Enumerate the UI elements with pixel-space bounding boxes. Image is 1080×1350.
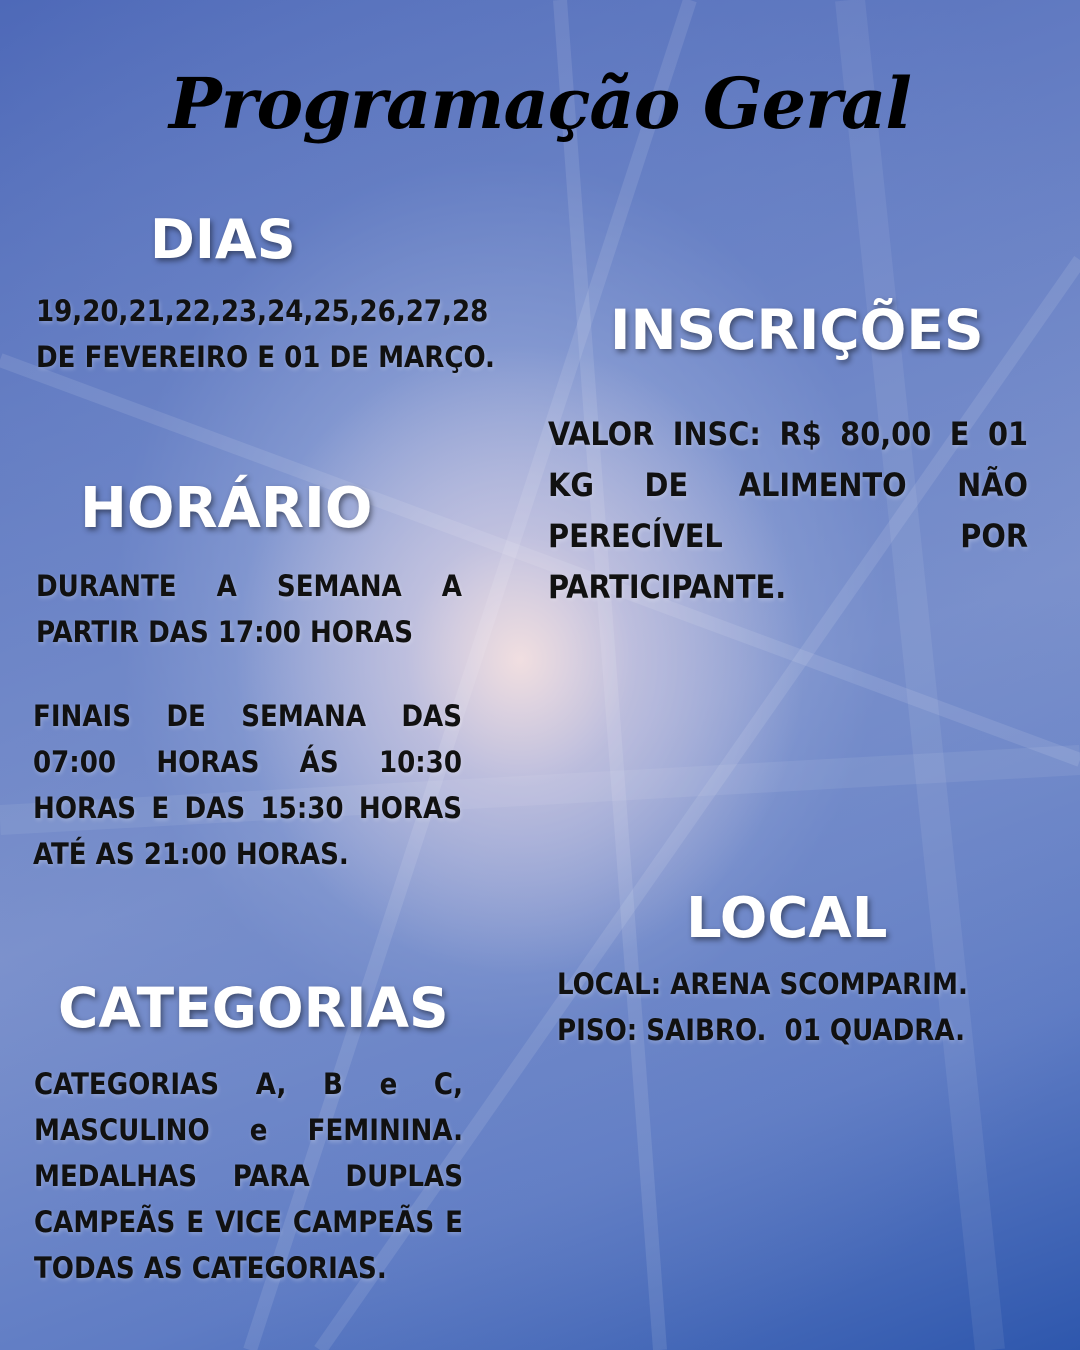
page-title: Programação Geral	[169, 62, 911, 145]
inscricoes-text: VALOR INSC: R$ 80,00 E 01 KG DE ALIMENTO NÃO PERECÍVEL POR PARTICIPANTE.	[548, 415, 1028, 606]
inscricoes-heading: INSCRIÇÕES	[610, 298, 984, 362]
local-line-2: PISO: SAIBRO. 01 QUADRA.	[557, 1013, 965, 1047]
horario-text-weekdays: DURANTE A SEMANA A PARTIR DAS 17:00 HORAS	[36, 569, 462, 649]
dias-text: 19,20,21,22,23,24,25,26,27,28 DE FEVEREIRO E 01 DE MARÇO.	[36, 294, 495, 374]
horario-text-weekends: FINAIS DE SEMANA DAS 07:00 HORAS ÁS 10:30 HORAS E DAS 15:30 HORAS ATÉ AS 21:00 HORAS.	[33, 699, 462, 871]
local-line-1: LOCAL: ARENA SCOMPARIM.	[557, 967, 968, 1001]
categorias-text: CATEGORIAS A, B e C, MASCULINO e FEMININA. MEDALHAS PARA DUPLAS CAMPEÃS E VICE CAMPEÃS E TODAS AS CATEGORIAS.	[34, 1067, 463, 1285]
dias-heading: DIAS	[150, 208, 296, 271]
categorias-heading: CATEGORIAS	[58, 976, 449, 1040]
horario-heading: HORÁRIO	[80, 476, 373, 541]
local-heading: LOCAL	[686, 886, 888, 951]
